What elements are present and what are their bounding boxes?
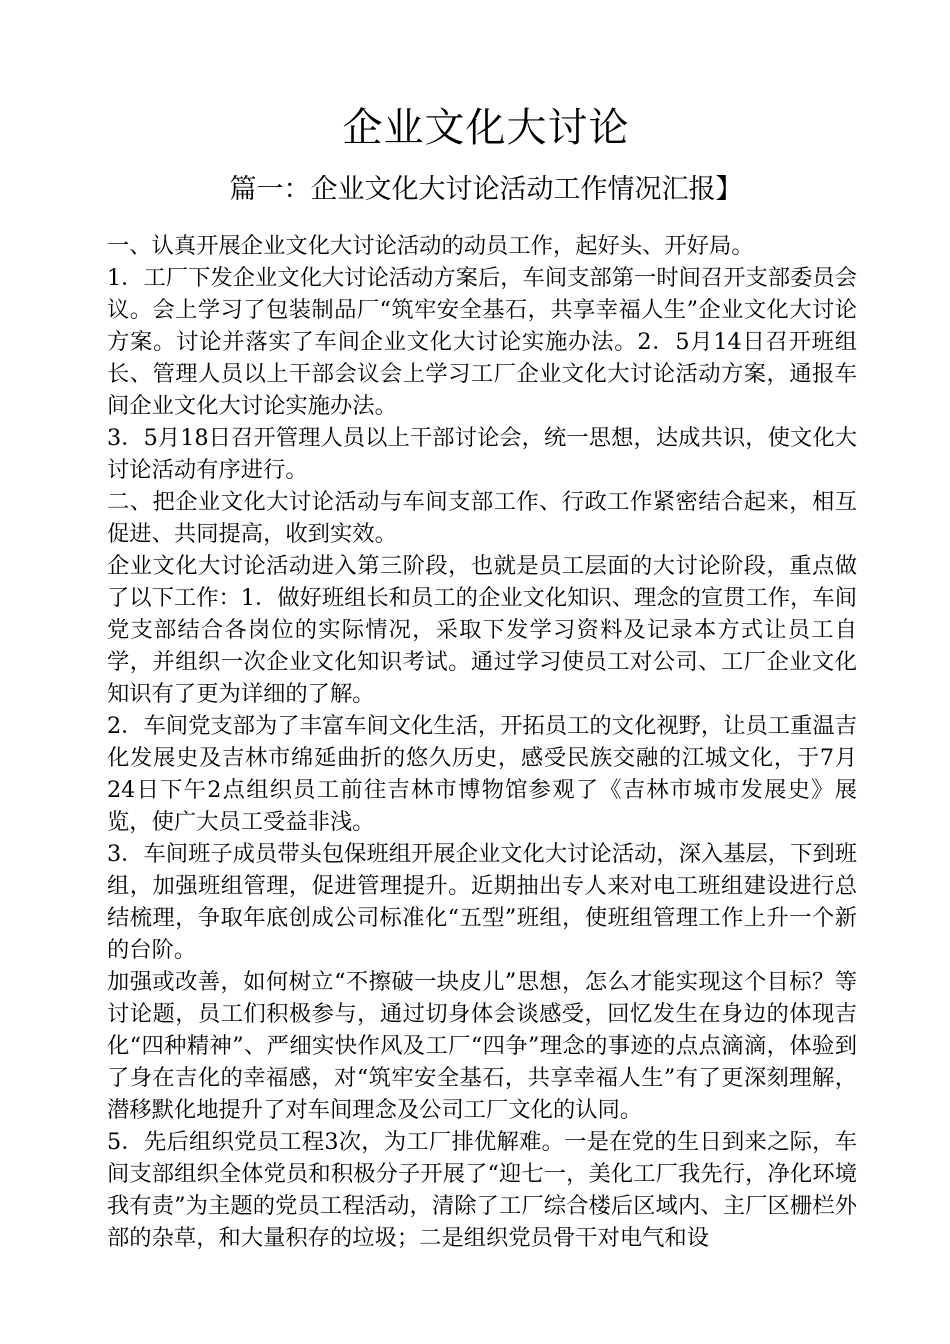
paragraph-6: 2．车间党支部为了丰富车间文化生活，开拓员工的文化视野，让员工重温吉化发展史及吉林市绵延曲折的悠久历史，感受民族交融的江城文化，于7月24日下午2点组织员工前往吉林市博物馆参观了《吉林市城市发展史》展览，使广大员工受益非浅。 <box>107 713 857 835</box>
document-body <box>107 230 857 1254</box>
paragraph-9: 5．先后组织党员工程3次，为工厂排优解难。一是在党的生日到来之际，车间支部组织全体党员和积极分子开展了“迎七一，美化工厂我先行，净化环境我有责”为主题的党员工程活动，清除了工厂综合楼后区域内、主厂区栅栏外部的杂草，和大量积存的垃圾；二是组织党员骨干对电气和设 <box>107 1129 857 1251</box>
paragraph-3: 3．5月18日召开管理人员以上干部讨论会，统一思想，达成共识，使文化大讨论活动有序进行。 <box>107 425 857 483</box>
paragraph-4: 二、把企业文化大讨论活动与车间支部工作、行政工作紧密结合起来，相互促进、共同提高，收到实效。 <box>107 489 857 547</box>
document-subtitle: 篇一：企业文化大讨论活动工作情况汇报】 <box>229 174 743 205</box>
paragraph-8: 加强或改善，如何树立“不擦破一块皮儿”思想，怎么才能实现这个目标？等讨论题，员工们积极参与，通过切身体会谈感受，回忆发生在身边的体现吉化“四种精神”、严细实快作风及工厂“四争”理念的事迹的点点滴滴，体验到了身在吉化的幸福感，对“筑牢安全基石，共享幸福人生”有了更深刻理解，潜移默化地提升了对车间理念及公司工厂文化的认同。 <box>107 969 857 1123</box>
paragraph-2: 1．工厂下发企业文化大讨论活动方案后，车间支部第一时间召开支部委员会议。会上学习了包装制品厂“筑牢安全基石，共享幸福人生”企业文化大讨论方案。讨论并落实了车间企业文化大讨论实施办法。2．5月14日召开班组长、管理人员以上干部会议会上学习工厂企业文化大讨论活动方案，通报车间企业文化大讨论实施办法。 <box>107 265 857 419</box>
document-page <box>107 96 857 1254</box>
paragraph-1: 一、认真开展企业文化大讨论活动的动员工作，起好头、开好局。 <box>107 233 754 259</box>
paragraph-7: 3．车间班子成员带头包保班组开展企业文化大讨论活动，深入基层，下到班组，加强班组管理，促进管理提升。近期抽出专人来对电工班组建设进行总结梳理，争取年底创成公司标准化“五型”班组，使班组管理工作上升一个新的台阶。 <box>107 841 857 963</box>
paragraph-5: 企业文化大讨论活动进入第三阶段，也就是员工层面的大讨论阶段，重点做了以下工作：1．做好班组长和员工的企业文化知识、理念的宣贯工作，车间党支部结合各岗位的实际情况，采取下发学习资料及记录本方式让员工自学，并组织一次企业文化知识考试。通过学习使员工对公司、工厂企业文化知识有了更为详细的了解。 <box>107 553 857 707</box>
document-title: 企业文化大讨论 <box>342 105 630 151</box>
